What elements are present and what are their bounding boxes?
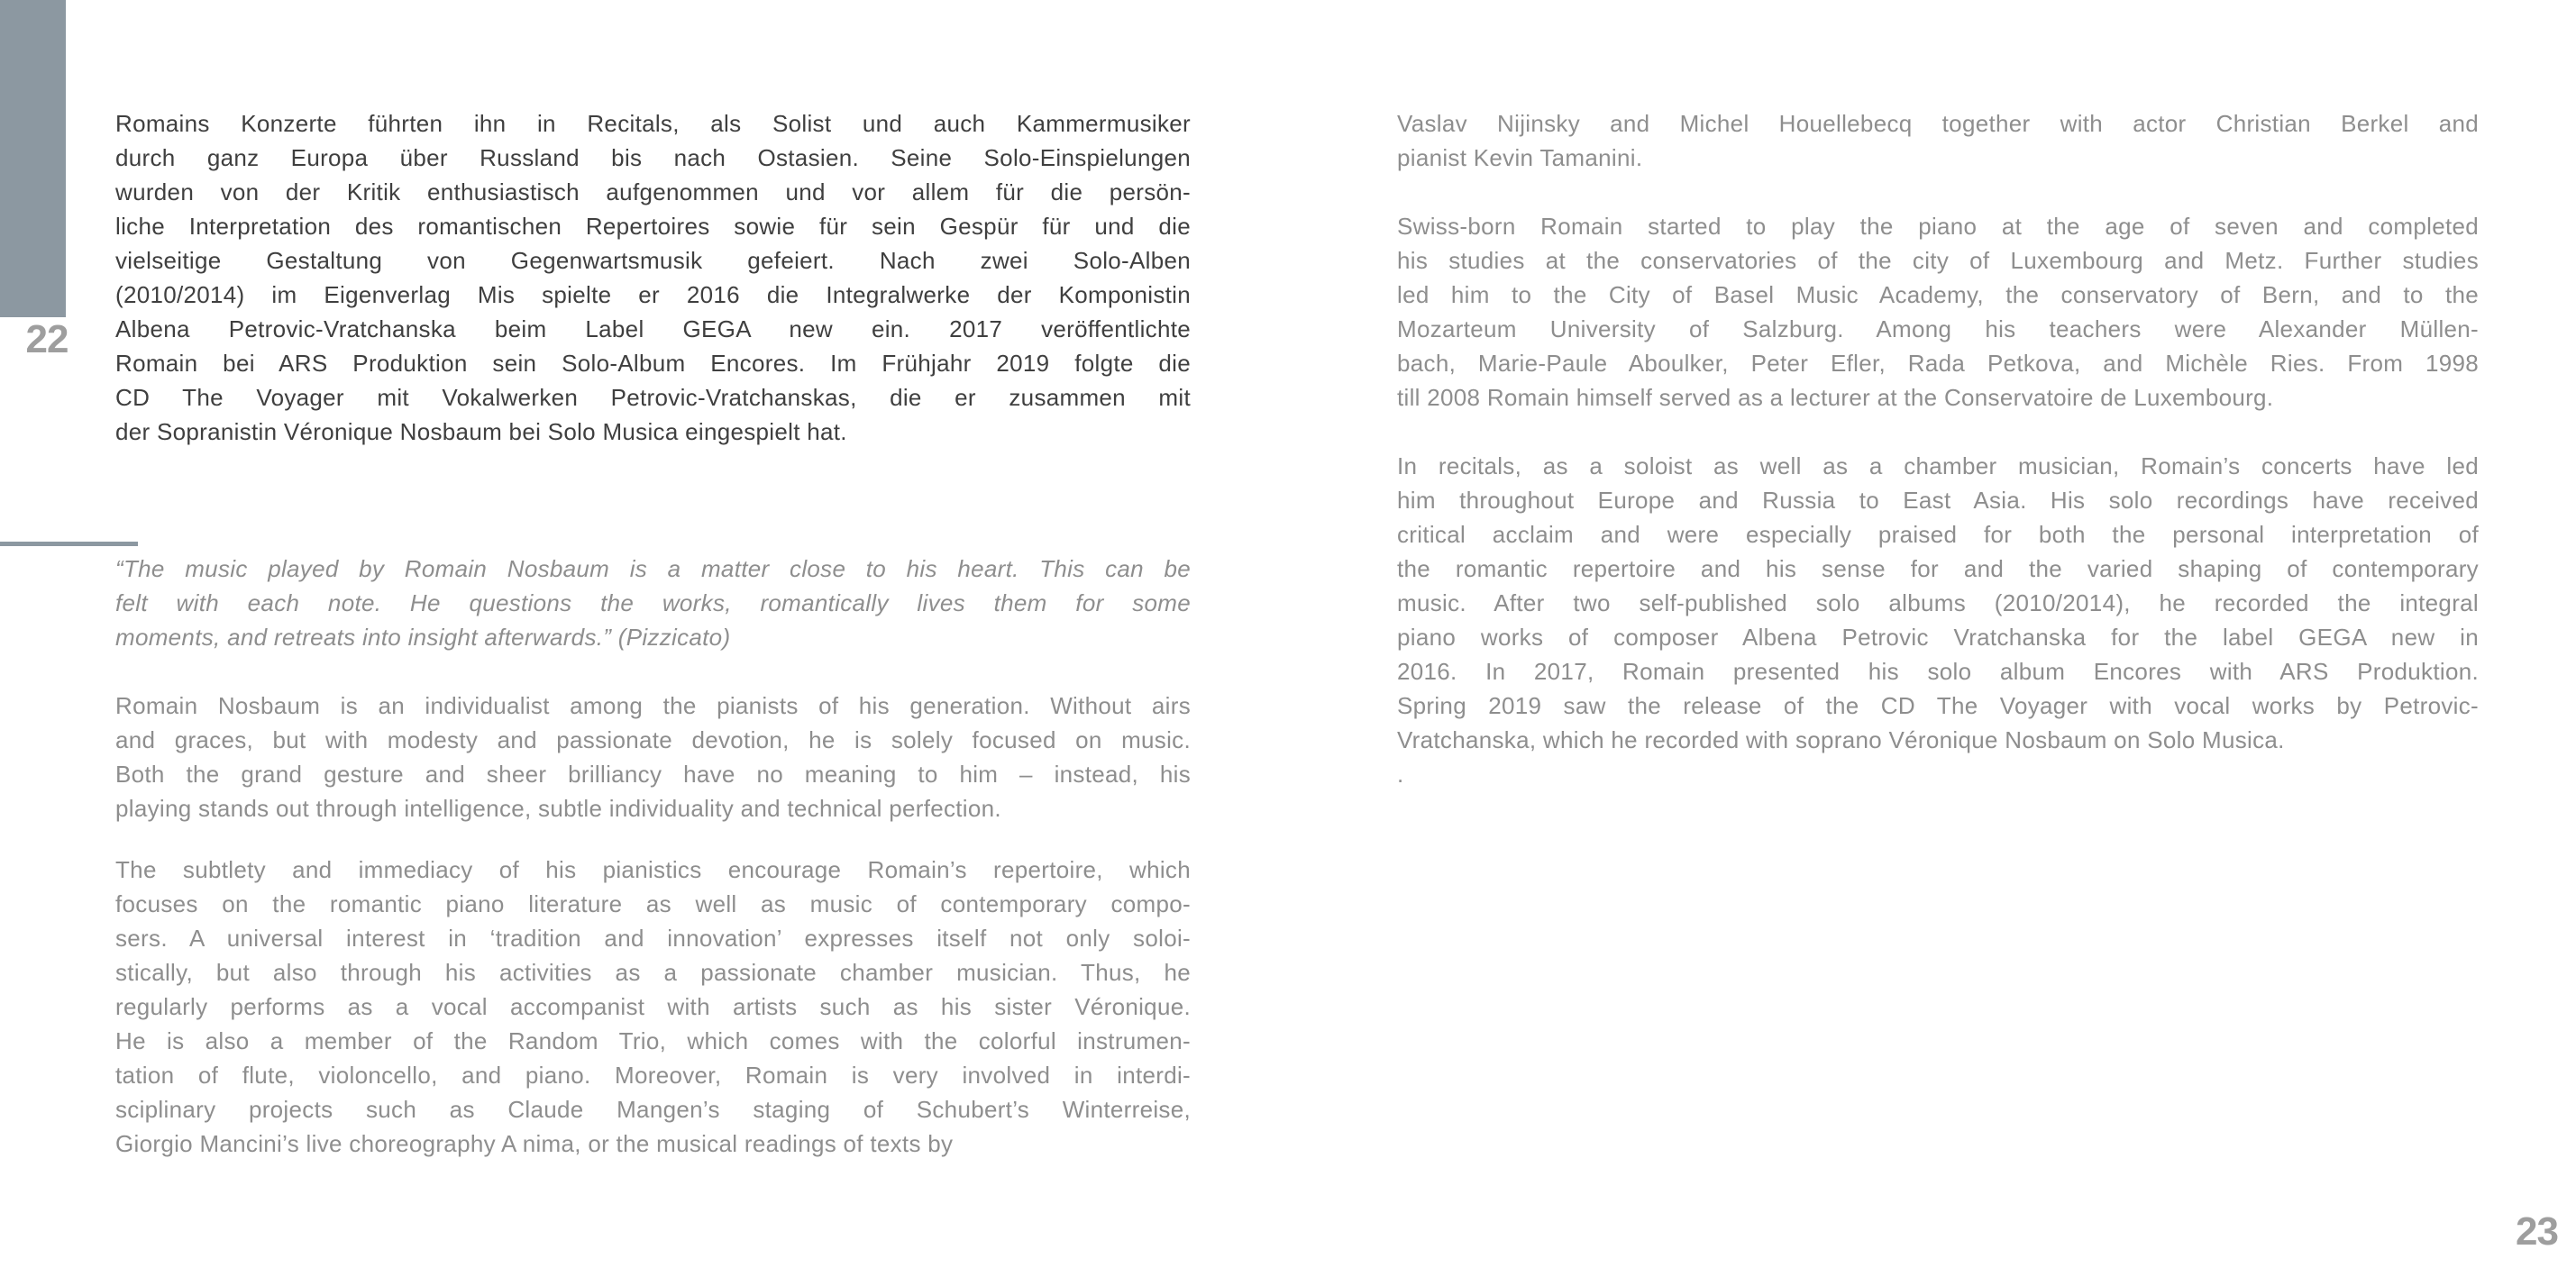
text-line: critical acclaim and were especially praised for both the personal interpretation of (1397, 521, 2479, 548)
text-line: piano works of composer Albena Petrovic Vratchanska for the label GEGA new in (1397, 624, 2479, 651)
text-line: sers. A universal interest in ‘tradition and innovation’ expresses itself not only soloi- (115, 925, 1191, 952)
text-line: He is also a member of the Random Trio, which comes with the colorful instrumen- (115, 1027, 1191, 1054)
text-line: till 2008 Romain himself served as a lecturer at the Conservatoire de Luxembourg. (1397, 384, 2274, 411)
text-line: Vratchanska, which he recorded with soprano Véronique Nosbaum on Solo Musica. (1397, 726, 2285, 753)
text-line: music. After two self-published solo albums (2010/2014), he recorded the integral (1397, 589, 2479, 616)
text-line: CD The Voyager mit Vokalwerken Petrovic-Vratchanskas, die er zusammen mit (115, 384, 1191, 411)
text-line: felt with each note. He questions the works, romantically lives them for some (115, 589, 1191, 616)
text-line: (2010/2014) im Eigenverlag Mis spielte er 2016 die Integralwerke der Komponistin (115, 281, 1191, 308)
text-line: led him to the City of Basel Music Academy, the conservatory of Bern, and to the (1397, 281, 2479, 308)
text-line: Swiss-born Romain started to play the piano at the age of seven and completed (1397, 213, 2479, 240)
text-line: and graces, but with modesty and passionate devotion, he is solely focused on music. (115, 726, 1191, 753)
page-number-right: 23 (2516, 1209, 2558, 1254)
text-line: sciplinary projects such as Claude Mangen’s staging of Schubert’s Winterreise, (115, 1096, 1191, 1123)
english-bio-paragraph-2 (115, 853, 1191, 1161)
text-line: moments, and retreats into insight afterwards.” (Pizzicato) (115, 624, 731, 651)
text-line: der Sopranistin Véronique Nosbaum bei Solo Musica eingespielt hat. (115, 418, 847, 445)
text-line: Romain Nosbaum is an individualist among the pianists of his generation. Without airs (115, 692, 1191, 719)
text-line: vielseitige Gestaltung von Gegenwartsmusik gefeiert. Nach zwei Solo-Alben (115, 247, 1191, 274)
text-line: In recitals, as a soloist as well as a chamber musician, Romain’s concerts have led (1397, 452, 2479, 479)
page-number-left: 22 (25, 317, 69, 361)
text-line: Both the grand gesture and sheer brilliancy have no meaning to him – instead, his (115, 761, 1191, 788)
english-bio-paragraph-4 (1397, 209, 2479, 415)
text-line: liche Interpretation des romantischen Repertoires sowie für sein Gespür für und die (115, 213, 1191, 240)
english-bio-paragraph-3 (1397, 106, 2479, 175)
text-line: Albena Petrovic-Vratchanska beim Label GEGA new ein. 2017 veröffentlichte (115, 315, 1191, 342)
text-line: regularly performs as a vocal accompanist with artists such as his sister Véronique. (115, 993, 1191, 1020)
text-line: focuses on the romantic piano literature as well as music of contemporary compo- (115, 890, 1191, 917)
text-line: him throughout Europe and Russia to East Asia. His solo recordings have received (1397, 487, 2479, 514)
text-line: Spring 2019 saw the release of the CD The Voyager with vocal works by Petrovic- (1397, 692, 2479, 719)
text-line: wurden von der Kritik enthusiastisch aufgenommen und vor allem für die persön- (115, 178, 1191, 205)
text-line: Romain bei ARS Produktion sein Solo-Album Encores. Im Frühjahr 2019 folgte die (115, 350, 1191, 377)
text-line: Romains Konzerte führten ihn in Recitals, als Solist und auch Kammermusiker (115, 110, 1191, 137)
text-line: stically, but also through his activities as a passionate chamber musician. Thus, he (115, 959, 1191, 986)
text-line: The subtlety and immediacy of his pianistics encourage Romain’s repertoire, which (115, 856, 1191, 883)
text-line: Giorgio Mancini’s live choreography A nima, or the musical readings of texts by (115, 1130, 954, 1157)
text-line: pianist Kevin Tamanini. (1397, 144, 1643, 171)
press-quote-paragraph (115, 552, 1191, 654)
text-line: durch ganz Europa über Russland bis nach Ostasien. Seine Solo-Einspielungen (115, 144, 1191, 171)
text-line: 2016. In 2017, Romain presented his solo album Encores with ARS Produktion. (1397, 658, 2479, 685)
accent-sidebar-bar (0, 0, 66, 317)
english-bio-paragraph-1 (115, 689, 1191, 825)
stray-period-paragraph (1397, 757, 2479, 791)
text-line: Mozarteum University of Salzburg. Among his teachers were Alexander Müllen- (1397, 315, 2479, 342)
english-bio-paragraph-5 (1397, 449, 2479, 757)
text-line: “The music played by Romain Nosbaum is a matter close to his heart. This can be (115, 555, 1191, 582)
text-line: the romantic repertoire and his sense for and the varied shaping of contemporary (1397, 555, 2479, 582)
text-line: . (1397, 761, 1404, 788)
quote-rule (0, 542, 138, 546)
text-line: bach, Marie-Paule Aboulker, Peter Efler, Rada Petkova, and Michèle Ries. From 1998 (1397, 350, 2479, 377)
text-line: his studies at the conservatories of the city of Luxembourg and Metz. Further studies (1397, 247, 2479, 274)
text-line: Vaslav Nijinsky and Michel Houellebecq together with actor Christian Berkel and (1397, 110, 2479, 137)
german-bio-paragraph (115, 106, 1191, 449)
text-line: tation of flute, violoncello, and piano. Moreover, Romain is very involved in interdi- (115, 1062, 1191, 1089)
text-line: playing stands out through intelligence, subtle individuality and technical perfection. (115, 795, 1001, 822)
